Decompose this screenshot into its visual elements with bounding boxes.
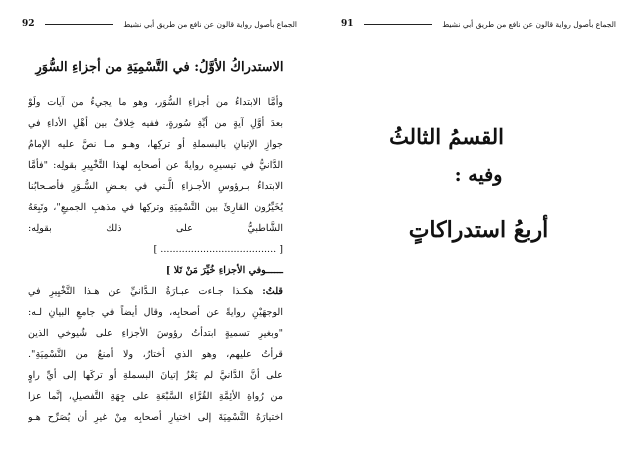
body-line: الشَّاطبيُّ على ذلك بقولِه: bbox=[28, 223, 283, 234]
running-head-title: الجماع بأصول رواية قالون عن نافع من طريق أبي نشيط bbox=[123, 19, 297, 29]
page-number: 92 bbox=[22, 19, 35, 29]
running-head bbox=[22, 16, 297, 32]
note-line: هكـذا جـاءت عبـارَةُ الـدَّانيِّ عن هـذا التَّخْيِيرِ في bbox=[28, 286, 254, 297]
sub-heading: ــــــوفي الأجزاءِ خُيِّرَ مَنْ تَلا ] bbox=[165, 265, 283, 276]
verse-line: [ ...................................... ] bbox=[153, 244, 283, 255]
running-head-rule bbox=[45, 24, 114, 25]
body-line: الدَّانيُّ في تيسيرِه روايةً عن أصحابِه لهذا التَّخْيِيرِ بقولِه: "فأمَّا bbox=[28, 160, 283, 171]
part-heading-block bbox=[319, 120, 638, 248]
note-first-line bbox=[28, 281, 283, 302]
body-line: جوازِ الإتيانِ بالبسملةِ أو تركِها، وهـو مـا نصَّ عليه الإمامُ bbox=[28, 139, 283, 150]
note-line: الوجهَيْنِ روايةً عن أصحابِه، وقال أيضاً في جامعِ البيانِ لـه: bbox=[28, 307, 283, 318]
body-line: يُخَيِّرُون القارِئَ بين التَّسْمِيَةِ وتركِها في مذهبِ الجميعِ"، وتَبِعَهُ bbox=[28, 202, 283, 213]
page-number: 91 bbox=[341, 19, 354, 29]
note-line: "وبغيرِ تسميةٍ ابتدأتُ رؤوسَ الأجزاءِ على شُيوخي الذين bbox=[28, 328, 283, 339]
running-head-rule bbox=[364, 24, 433, 25]
part-name: أربعُ استدراكاتٍ bbox=[408, 217, 549, 243]
note-line: اختيارَهُ التَّسْمِيَةَ إلى اختيارِ أصحابِه مِنْ غيرِ أن يُصَرِّح هـو bbox=[28, 412, 283, 423]
part-title: القسمُ الثالثُ bbox=[389, 124, 504, 149]
part-subtitle: وفيه : bbox=[454, 164, 503, 186]
note-line: على أنَّ الدَّانيَّ لم يَعْزُ إتيانَ البسملةِ أو تركَها إلى أيِّ راوٍ bbox=[28, 370, 283, 381]
page-91 bbox=[319, 0, 638, 451]
running-head-title: الجماع بأصول رواية قالون عن نافع من طريق أبي نشيط bbox=[442, 19, 616, 29]
note-line: من رُواةِ الأئِمَّةِ القُرَّاءِ السَّبْعَةِ على جِهَةِ التَّفصيلِ، إنَّما عزا bbox=[28, 391, 283, 402]
body-text bbox=[28, 92, 283, 428]
body-line: بعدَ أوَّلِ آيةٍ من أيِّةِ سُورةٍ، ففيه خِلافٌ بين أهْلِ الأداءِ في bbox=[28, 118, 283, 129]
body-line: وأمَّا الابتداءُ من أجزاءِ السُّوَر، وهو ما يجيءُ من آيات ولَوْ bbox=[28, 97, 283, 108]
section-title: الاستدراكُ الأوَّلُ: في التَّسْمِيَةِ من أجزاءِ السُّوَرِ bbox=[35, 60, 284, 75]
running-head bbox=[341, 16, 616, 32]
note-label: قلتُ: bbox=[262, 286, 283, 297]
body-line: الابتداءُ بـرؤوسِ الأجـزاءِ الَّـتي في بعـضِ السُّـوَرِ فأصـحابُنا bbox=[28, 181, 283, 192]
note-line: قرأتُ عليهم، وهو الذي أختارُ، ولا أمنعُ من التَّسْمِيَةِ". bbox=[28, 349, 283, 360]
